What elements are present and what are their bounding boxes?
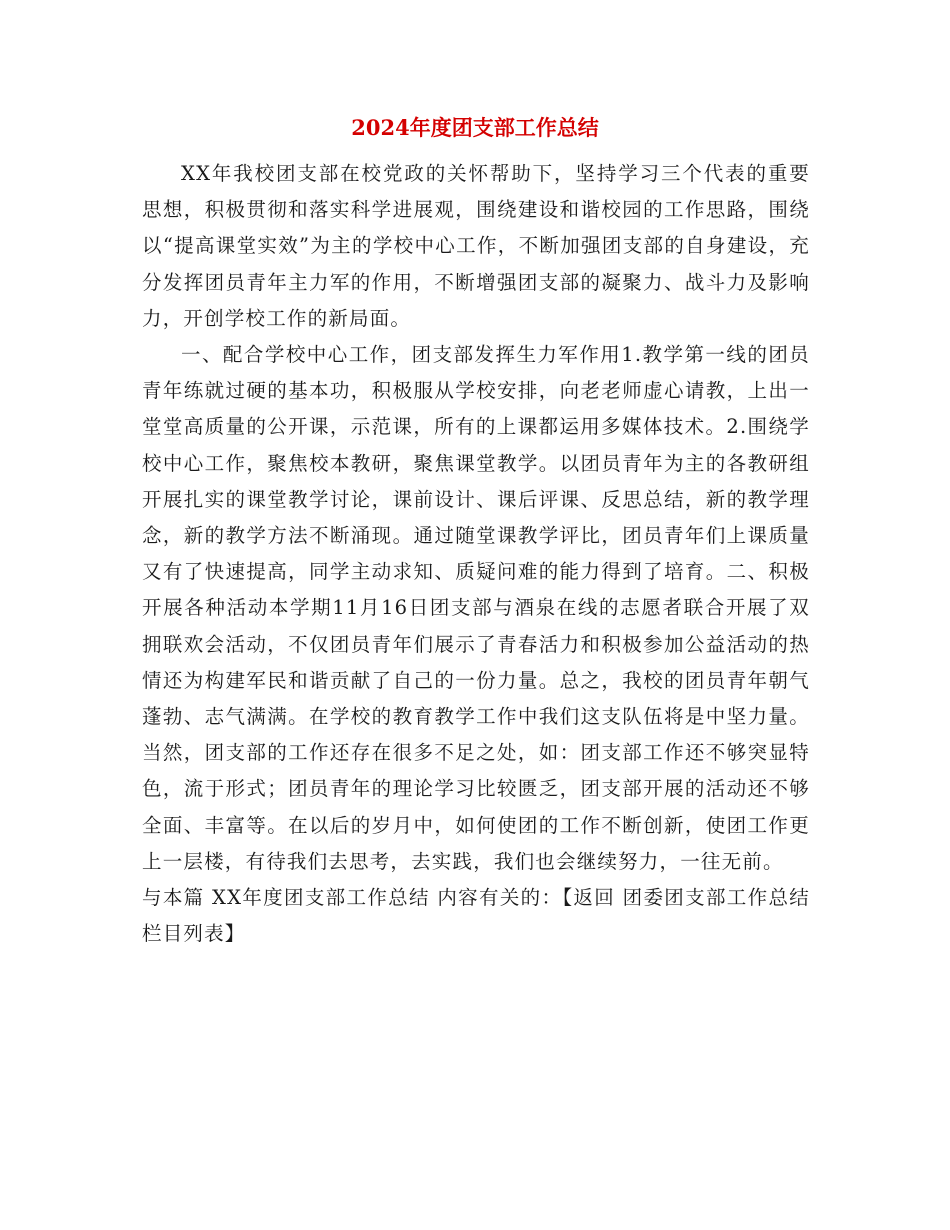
document-body (142, 156, 810, 952)
document-title: 2024年度团支部工作总结 (351, 115, 599, 140)
paragraph-intro: XX年我校团支部在校党政的关怀帮助下，坚持学习三个代表的重要思想，积极贯彻和落实科学进展观，围绕建设和谐校园的工作思路，围绕以“提高课堂实效”为主的学校中心工作，不断加强团支部的自身建设，充分发挥团员青年主力军的作用，不断增强团支部的凝聚力、战斗力及影响力，开创学校工作的新局面。 (142, 162, 810, 330)
related-links-line[interactable]: 与本篇 XX年度团支部工作总结 内容有关的：【返回 团委团支部工作总结 栏目列表】 (142, 886, 810, 946)
paragraph-main: 一、配合学校中心工作，团支部发挥生力军作用1.教学第一线的团员青年练就过硬的基本功，积极服从学校安排，向老老师虚心请教，上出一堂堂高质量的公开课，示范课，所有的上课都运用多媒体技术。2.围绕学校中心工作，聚焦校本教研，聚焦课堂教学。以团员青年为主的各教研组开展扎实的课堂教学讨论，课前设计、课后评课、反思总结，新的教学理念，新的教学方法不断涌现。通过随堂课教学评比，团员青年们上课质量又有了快速提高，同学主动求知、质疑问难的能力得到了培育。二、积极开展各种活动本学期11月16日团支部与酒泉在线的志愿者联合开展了双拥联欢会活动，不仅团员青年们展示了青春活力和积极参加公益活动的热情还为构建军民和谐贡献了自己的一份力量。总之，我校的团员青年朝气蓬勃、志气满满。在学校的教育教学工作中我们这支队伍将是中坚力量。当然，团支部的工作还存在很多不足之处，如：团支部工作还不够突显特色，流于形式；团员青年的理论学习比较匮乏，团支部开展的活动还不够全面、丰富等。在以后的岁月中，如何使团的工作不断创新，使团工作更上一层楼，有待我们去思考，去实践，我们也会继续努力，一往无前。 (142, 343, 810, 873)
